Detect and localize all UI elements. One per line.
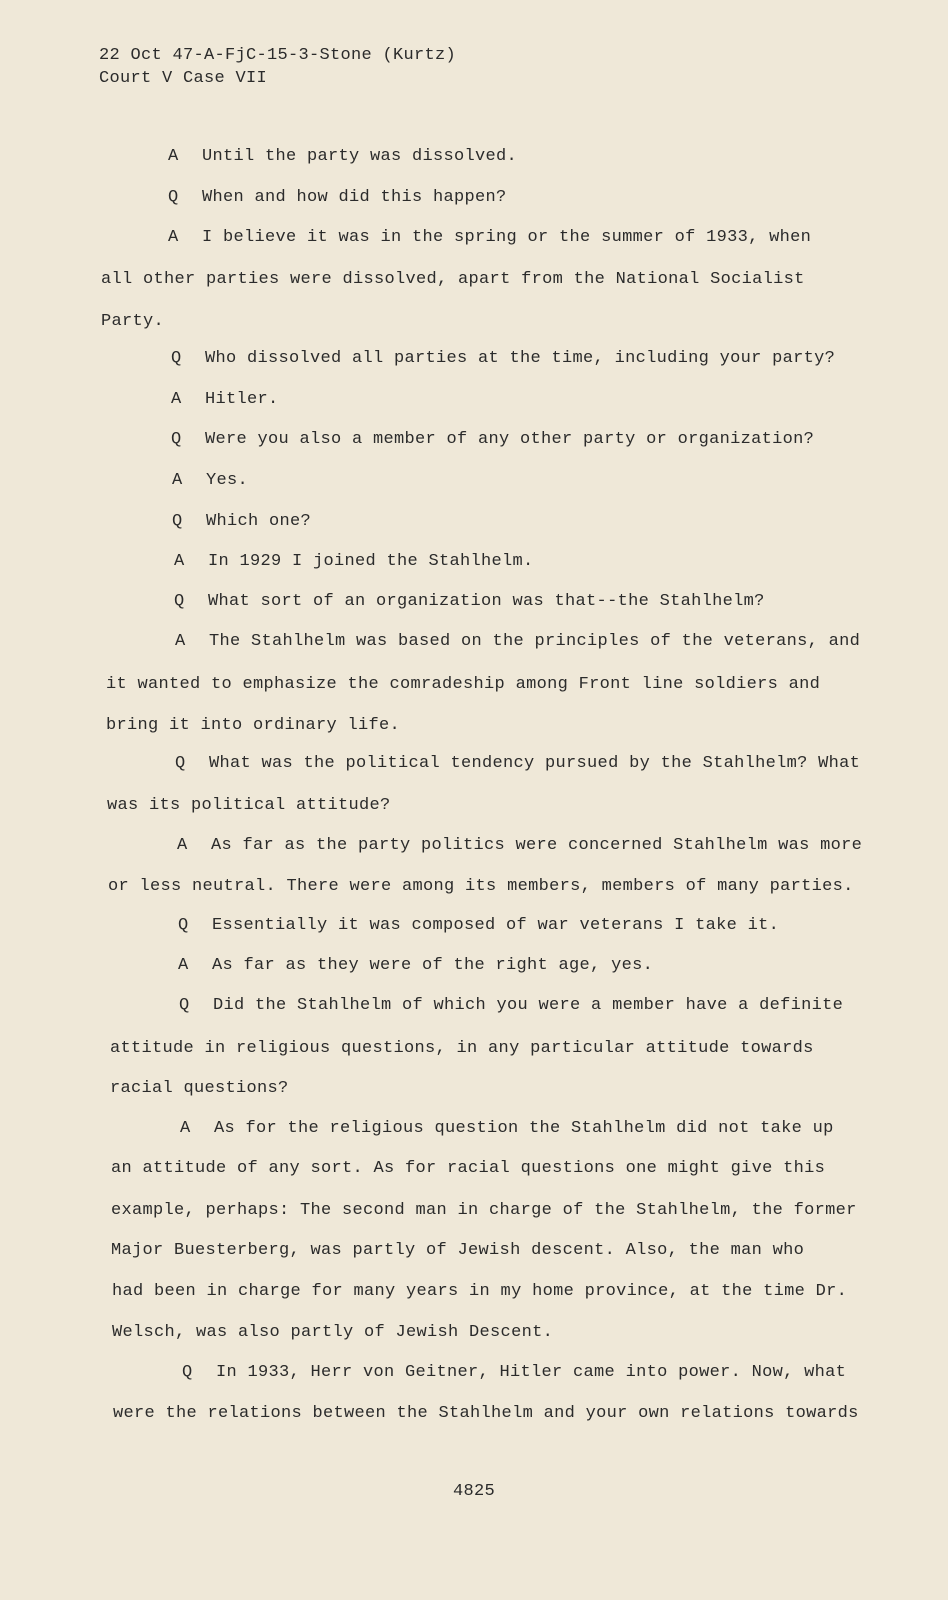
transcript-line: [168, 228, 811, 248]
line-text: Hitler.: [205, 390, 279, 409]
transcript-line: [175, 632, 860, 652]
transcript-line: [174, 552, 534, 572]
line-text: attitude in religious questions, in any particular attitude towards: [110, 1039, 814, 1058]
speaker-label: Q: [175, 754, 186, 773]
header-case-reference: 22 Oct 47-A-FjC-15-3-Stone (Kurtz): [99, 46, 457, 65]
line-text: was its political attitude?: [107, 796, 391, 815]
transcript-line: [168, 188, 507, 208]
transcript-line: [111, 1201, 857, 1221]
transcript-line: [110, 1079, 289, 1099]
speaker-label: Q: [171, 430, 182, 449]
transcript-line: [171, 349, 835, 369]
line-text: bring it into ordinary life.: [106, 716, 401, 735]
transcript-line: [101, 270, 805, 290]
line-text: As for the religious question the Stahlhelm did not take up: [214, 1119, 834, 1138]
transcript-line: [107, 796, 391, 816]
speaker-label: Q: [171, 349, 182, 368]
speaker-label: A: [174, 552, 185, 571]
line-text: Welsch, was also partly of Jewish Descent.: [112, 1323, 554, 1342]
page-number: 4825: [452, 1482, 495, 1501]
line-text: Until the party was dissolved.: [202, 147, 518, 166]
transcript-line: [179, 996, 843, 1016]
transcript-line: [113, 1404, 859, 1424]
transcript-line: [171, 390, 279, 410]
speaker-label: Q: [178, 916, 189, 935]
line-text: When and how did this happen?: [202, 188, 507, 207]
transcript-line: [182, 1363, 846, 1383]
transcript-line: [171, 430, 814, 450]
line-text: were the relations between the Stahlhelm and your own relations towards: [113, 1404, 859, 1423]
transcript-line: [172, 471, 248, 491]
line-text: or less neutral. There were among its members, members of many parties.: [108, 877, 854, 896]
speaker-label: Q: [182, 1363, 193, 1382]
transcript-line: [174, 592, 765, 612]
speaker-label: A: [168, 147, 179, 166]
speaker-label: A: [175, 632, 186, 651]
transcript-line: [175, 754, 860, 774]
line-text: had been in charge for many years in my home province, at the time Dr.: [112, 1282, 848, 1301]
line-text: Major Buesterberg, was partly of Jewish descent. Also, the man who: [111, 1241, 805, 1260]
transcript-line: [112, 1323, 553, 1343]
line-text: Who dissolved all parties at the time, including your party?: [205, 349, 836, 368]
line-text: In 1933, Herr von Geitner, Hitler came into power. Now, what: [216, 1363, 847, 1382]
speaker-label: A: [171, 390, 182, 409]
transcript-line: [180, 1119, 834, 1139]
transcript-line: [110, 1039, 814, 1059]
line-text: In 1929 I joined the Stahlhelm.: [208, 552, 534, 571]
transcript-line: [111, 1241, 804, 1261]
transcript-line: [101, 312, 164, 332]
line-text: racial questions?: [110, 1079, 289, 1098]
speaker-label: A: [172, 471, 183, 490]
transcript-line: [177, 836, 862, 856]
line-text: What sort of an organization was that--the Stahlhelm?: [208, 592, 765, 611]
transcript-line: [111, 1159, 825, 1179]
line-text: As far as they were of the right age, yes.: [212, 956, 654, 975]
transcript-line: [108, 877, 854, 897]
line-text: What was the political tendency pursued by the Stahlhelm? What: [209, 754, 861, 773]
line-text: Were you also a member of any other party or organization?: [205, 430, 815, 449]
speaker-label: A: [177, 836, 188, 855]
speaker-label: A: [178, 956, 189, 975]
header-court-case: Court V Case VII: [99, 69, 268, 88]
speaker-label: Q: [168, 188, 179, 207]
speaker-label: Q: [172, 512, 183, 531]
line-text: I believe it was in the spring or the summer of 1933, when: [202, 228, 812, 247]
speaker-label: Q: [179, 996, 190, 1015]
transcript-line: [172, 512, 311, 532]
line-text: an attitude of any sort. As for racial questions one might give this: [111, 1159, 826, 1178]
line-text: Essentially it was composed of war veterans I take it.: [212, 916, 780, 935]
line-text: Which one?: [206, 512, 312, 531]
line-text: Did the Stahlhelm of which you were a member have a definite: [213, 996, 844, 1015]
transcript-line: [106, 675, 820, 695]
line-text: example, perhaps: The second man in charge of the Stahlhelm, the former: [111, 1201, 857, 1220]
line-text: Yes.: [206, 471, 249, 490]
line-text: Party.: [101, 312, 165, 331]
transcript-line: [178, 956, 653, 976]
transcript-line: [178, 916, 779, 936]
speaker-label: Q: [174, 592, 185, 611]
line-text: As far as the party politics were concerned Stahlhelm was more: [211, 836, 863, 855]
line-text: all other parties were dissolved, apart from the National Socialist: [101, 270, 805, 289]
speaker-label: A: [180, 1119, 191, 1138]
transcript-line: [106, 716, 400, 736]
line-text: The Stahlhelm was based on the principles of the veterans, and: [209, 632, 861, 651]
speaker-label: A: [168, 228, 179, 247]
transcript-line: [168, 147, 517, 167]
line-text: it wanted to emphasize the comradeship among Front line soldiers and: [106, 675, 821, 694]
transcript-line: [112, 1282, 847, 1302]
